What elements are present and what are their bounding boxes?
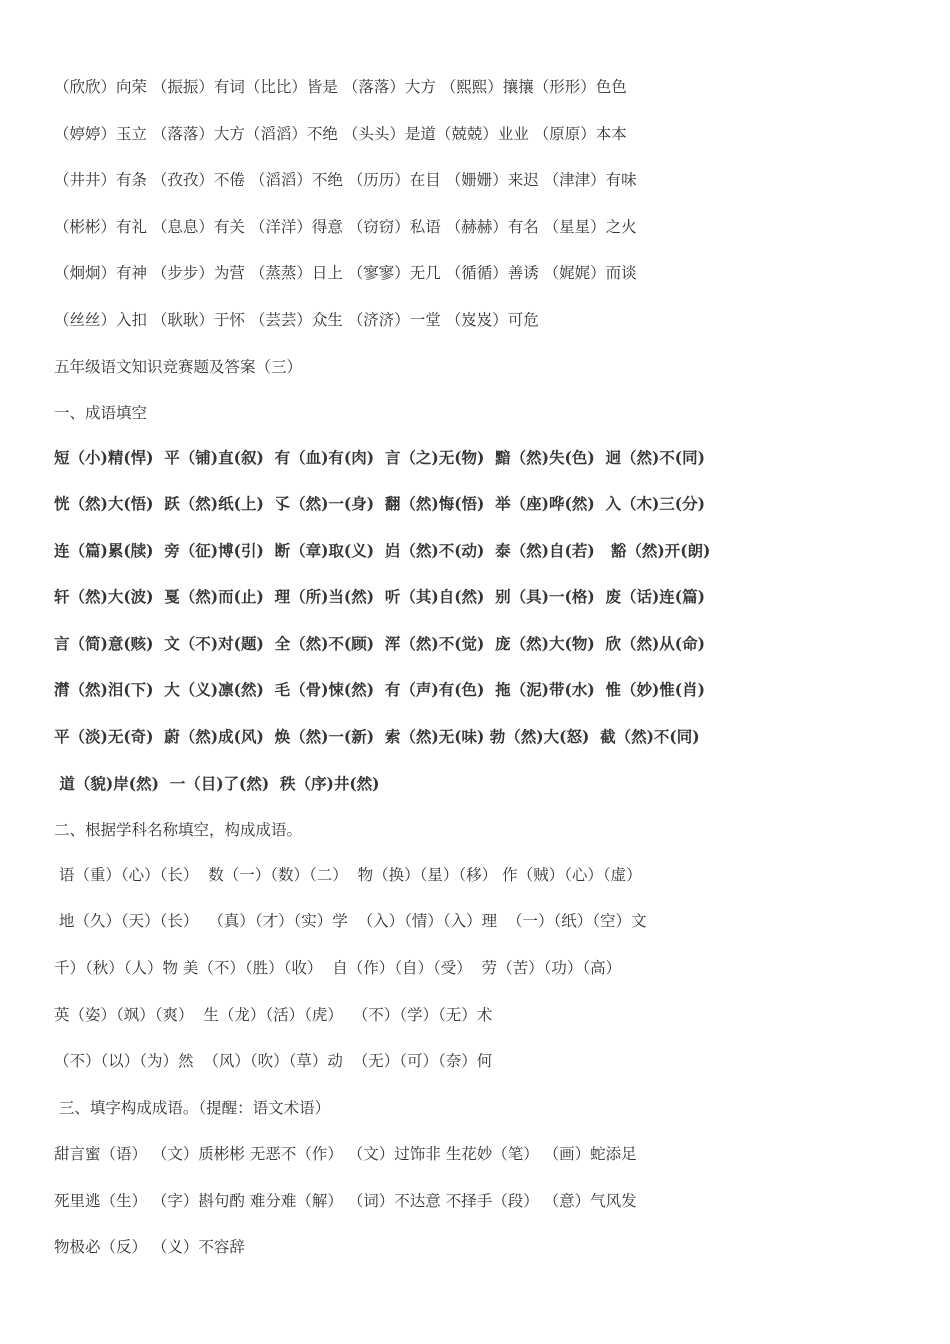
text-line: 英（姿）（飒）（爽） 生（龙）（活）（虎） （不）（学）（无）术 xyxy=(54,1006,493,1024)
section-heading: 三、填字构成成语。（提醒：语文术语） xyxy=(54,1099,331,1117)
text-line: 语（重）（心）（长） 数（一）（数）（二） 物（换）（星）（移） 作（贼）（心）（虚） xyxy=(54,866,642,884)
text-line: 地（久）（天）（长） （真）（才）（实）学 （入）（情）（入）理 （一）（纸）（空）文 xyxy=(54,912,647,930)
text-line: （婷婷）玉立 （落落）大方（滔滔）不绝 （头头）是道（兢兢）业业 （原原）本本 xyxy=(54,125,627,143)
text-line: 甜言蜜（语） （文）质彬彬 无恶不（作） （文）过饰非 生花妙（笔） （画）蛇添足 xyxy=(54,1145,637,1163)
text-line: 潸（然)泪(下) 大（义)凛(然) 毛（骨)悚(然) 有（声)有(色) 拖（泥)带(水) 惟（妙)惟(肖) xyxy=(54,680,705,699)
text-line: 千）（秋）（人）物 美（不）（胜）（收） 自（作）（自）（受） 劳（苦）（功）（高） xyxy=(54,959,622,977)
text-line: 言（简)意(赅) 文（不)对(题) 全（然)不(顾) 浑（然)不(觉) 庞（然)大(物) 欣（然)从(命) xyxy=(54,634,705,653)
text-line: （不）（以）（为）然 （风）（吹）（草）动 （无）（可）（奈）何 xyxy=(54,1052,493,1070)
text-line: 道（貌)岸(然) 一（目)了(然) 秩（序)井(然) xyxy=(54,774,380,793)
text-line: （井井）有条 （孜孜）不倦 （滔滔）不绝 （历历）在目 （姗姗）来迟 （津津）有味 xyxy=(54,171,637,189)
section-heading: 一、成语填空 xyxy=(54,404,148,422)
text-line: 连（篇)累(牍) 旁（征)博(引) 断（章)取(义) 岿（然)不(动) 泰（然)自(若) 豁（然)开(朗) xyxy=(54,541,711,560)
text-line: （炯炯）有神 （步步）为营 （蒸蒸）日上 （寥寥）无几 （循循）善诱 （娓娓）而谈 xyxy=(54,264,637,282)
text-line: 轩（然)大(波) 戛（然)而(止) 理（所)当(然) 听（其)自(然) 别（具)一(格) 废（话)连(篇) xyxy=(54,587,705,606)
text-line: （欣欣）向荣 （振振）有词（比比）皆是 （落落）大方 （熙熙）攘攘（形形）色色 xyxy=(54,78,627,96)
text-line: （丝丝）入扣 （耿耿）于怀 （芸芸）众生 （济济）一堂 （岌岌）可危 xyxy=(54,311,539,329)
text-line: 平（淡)无(奇) 蔚（然)成(风) 焕（然)一(新) 索（然)无(味) 勃（然)大(怒) 截（然)不(同) xyxy=(54,727,700,746)
text-line: 死里逃（生） （字）斟句酌 难分难（解） （词）不达意 不择手（段） （意）气风发 xyxy=(54,1192,637,1210)
text-line: 恍（然)大(悟) 跃（然)纸(上) 孓（然)一(身) 翻（然)悔(悟) 举（座)哗(然) 入（木)三(分) xyxy=(54,494,705,513)
text-line: （彬彬）有礼 （息息）有关 （洋洋）得意 （窃窃）私语 （赫赫）有名 （星星）之火 xyxy=(54,218,637,236)
section-title: 五年级语文知识竞赛题及答案（三） xyxy=(54,358,303,376)
text-line: 物极必（反） （义）不容辞 xyxy=(54,1238,245,1256)
section-heading: 二、根据学科名称填空，构成成语。 xyxy=(54,821,303,839)
text-line: 短（小)精(悍) 平（铺)直(叙) 有（血)有(肉) 言（之)无(物) 黯（然)失(色) 迥（然)不(同) xyxy=(54,448,705,467)
